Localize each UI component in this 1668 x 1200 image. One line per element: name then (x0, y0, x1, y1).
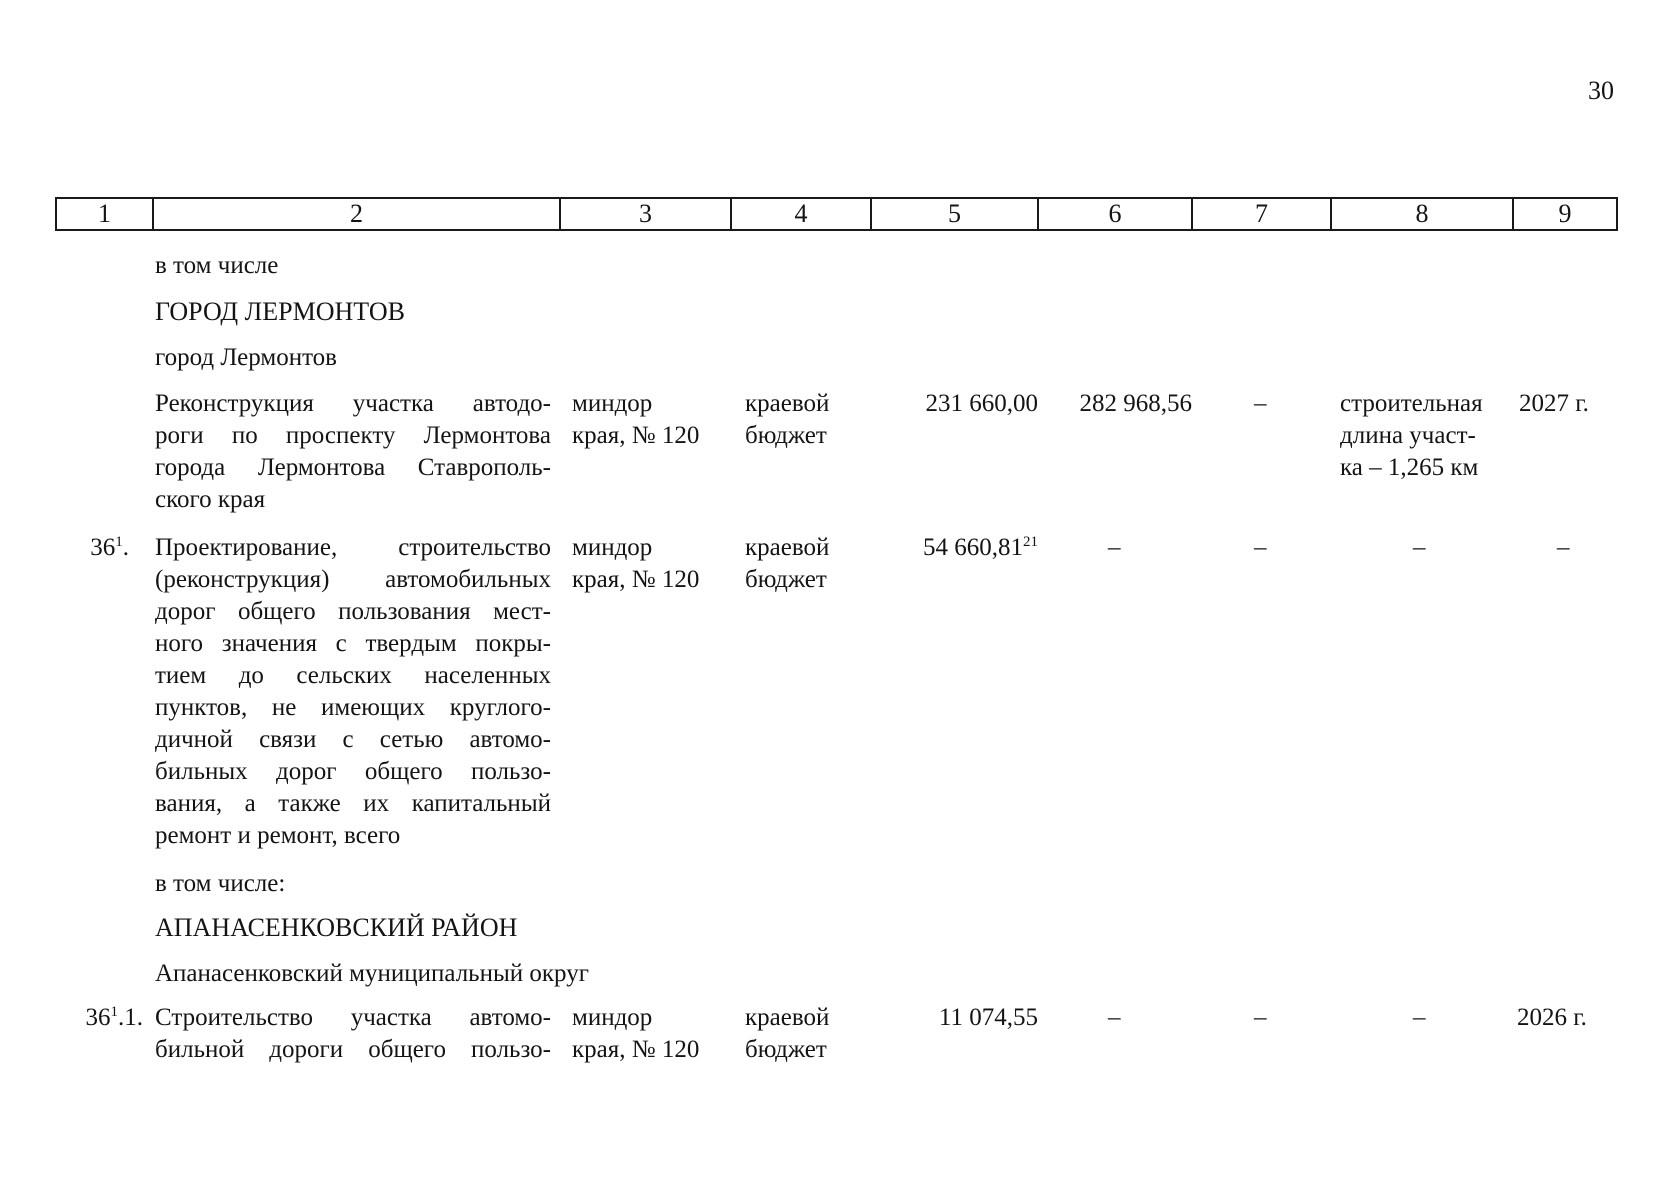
name-line: Строительство участка автомо- (155, 1004, 551, 1031)
header-col-3: 3 (561, 197, 732, 231)
row36-1-col5: 11 074,55 (938, 1004, 1038, 1031)
header-col-7: 7 (1193, 197, 1332, 231)
page-number: 30 (1588, 76, 1614, 105)
name-line: ского края (155, 486, 266, 513)
name-line: бильных дорог общего пользо- (155, 758, 551, 785)
header-col-2: 2 (154, 197, 561, 231)
name-line: бильной дороги общего пользо- (155, 1036, 551, 1063)
customer-line: миндор (572, 1004, 653, 1031)
lead-in-text-2: в том числе: (155, 870, 286, 897)
settlement-heading-2: Апанасенковский муниципальный округ (155, 960, 589, 987)
row-number-36-1-1 (55, 1002, 143, 1034)
col8-line: строительная (1340, 390, 1483, 417)
name-line: роги по проспекту Лермонтова (155, 422, 551, 449)
row-name-lermontov (155, 388, 551, 516)
row-number-36-1 (55, 532, 129, 564)
row-number-suffix: . (122, 534, 129, 561)
customer-line: края, № 120 (572, 1036, 700, 1063)
settlement-heading: город Лермонтов (155, 344, 337, 371)
row36-1-col9: 2026 г. (1517, 1004, 1587, 1031)
row36-source (745, 532, 829, 596)
row36-customer (572, 532, 699, 596)
header-col-1: 1 (55, 197, 154, 231)
row-number: 36 (85, 1004, 111, 1031)
row36-col9: – (1557, 534, 1570, 561)
row-col6: 282 968,56 (1079, 390, 1192, 417)
col8-line: длина участ- (1340, 422, 1476, 449)
row-name-36-1 (155, 532, 551, 852)
footnote-marker: 21 (1023, 534, 1038, 550)
name-line: ремонт и ремонт, всего (155, 822, 401, 849)
row-number-suffix: .1. (118, 1004, 143, 1031)
source-line: бюджет (745, 566, 827, 593)
lead-in-text: в том числе (155, 252, 279, 279)
name-line: Проектирование, строительство (155, 534, 551, 561)
row36-col7: – (1254, 534, 1267, 561)
row36-col6: – (1108, 534, 1121, 561)
header-col-4: 4 (732, 197, 872, 231)
customer-line: миндор (572, 534, 653, 561)
header-col-5: 5 (872, 197, 1039, 231)
name-line: Реконструкция участка автодо- (155, 390, 551, 417)
row-col7: – (1254, 390, 1267, 417)
row36-1-col6: – (1108, 1004, 1121, 1031)
name-line: пунктов, не имеющих круглого- (155, 694, 551, 721)
row36-1-customer (572, 1002, 699, 1066)
row-col8 (1340, 388, 1483, 484)
district-heading: ГОРОД ЛЕРМОНТОВ (155, 297, 405, 326)
customer-line: миндор (572, 390, 653, 417)
row-number-superscript: 1 (115, 534, 123, 550)
row36-1-col8: – (1413, 1004, 1426, 1031)
source-line: бюджет (745, 422, 827, 449)
row-col5: 231 660,00 (925, 390, 1038, 417)
header-col-8: 8 (1332, 197, 1514, 231)
row-number: 36 (90, 534, 116, 561)
name-line: вания, а также их капитальный (155, 790, 551, 817)
col8-line: ка – 1,265 км (1340, 454, 1479, 481)
row-name-36-1-1 (155, 1002, 551, 1066)
name-line: дорог общего пользования мест- (155, 598, 551, 625)
header-col-6: 6 (1039, 197, 1193, 231)
row-number-superscript: 1 (110, 1004, 118, 1020)
row-customer (572, 388, 699, 452)
customer-line: края, № 120 (572, 566, 700, 593)
col5-value: 54 660,81 (923, 534, 1023, 561)
name-line: дичной связи с сетью автомо- (155, 726, 551, 753)
name-line: (реконструкция) автомобильных (155, 566, 551, 593)
source-line: краевой (745, 534, 830, 561)
name-line: города Лермонтова Ставрополь- (155, 454, 551, 481)
table-header (55, 197, 1618, 231)
row-col9: 2027 г. (1519, 390, 1589, 417)
row36-1-col7: – (1254, 1004, 1267, 1031)
name-line: тием до сельских населенных (155, 662, 551, 689)
source-line: краевой (745, 390, 830, 417)
customer-line: края, № 120 (572, 422, 700, 449)
district-heading-2: АПАНАСЕНКОВСКИЙ РАЙОН (155, 913, 518, 942)
source-line: краевой (745, 1004, 830, 1031)
row36-col5 (880, 532, 1038, 564)
row36-1-source (745, 1002, 829, 1066)
header-col-9: 9 (1514, 197, 1618, 231)
row-source (745, 388, 829, 452)
source-line: бюджет (745, 1036, 827, 1063)
row36-col8: – (1413, 534, 1426, 561)
name-line: ного значения с твердым покры- (155, 630, 551, 657)
